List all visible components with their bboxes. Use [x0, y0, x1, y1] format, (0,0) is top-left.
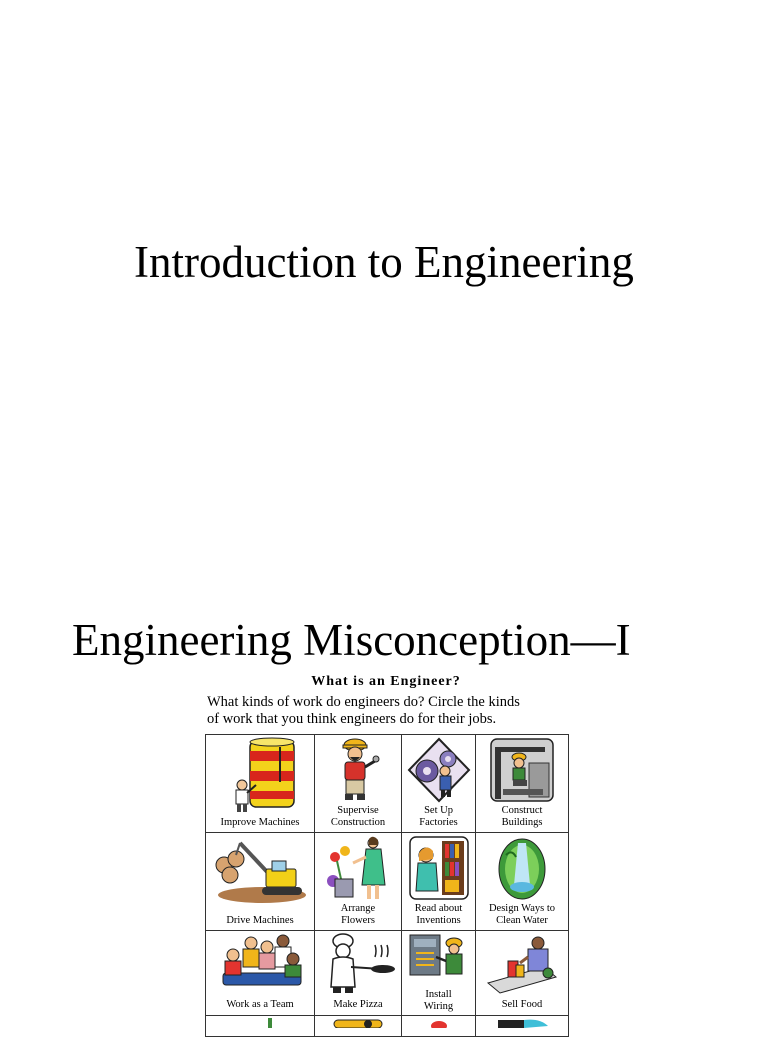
grid-cell[interactable]: [402, 1016, 476, 1037]
machine-icon: [220, 737, 300, 813]
partial-figure-icon: [424, 1018, 454, 1028]
worksheet-instructions: [207, 694, 567, 728]
grid-cell[interactable]: [315, 931, 402, 1016]
grid-cell[interactable]: [315, 735, 402, 833]
instruction-line: What kinds of work do engineers do? Circle the kinds: [207, 694, 520, 710]
grid-cell[interactable]: [476, 1016, 569, 1037]
worksheet-heading: What is an Engineer?: [311, 674, 461, 689]
factory-gears-icon: [407, 737, 471, 803]
grid-cell[interactable]: [402, 833, 476, 931]
slide2-title: Engineering Misconception—I: [72, 615, 631, 665]
cell-caption: Supervise Construction: [330, 805, 386, 828]
cell-caption: Sell Food: [501, 999, 543, 1010]
grid-cell[interactable]: [476, 833, 569, 931]
grid-cell[interactable]: [206, 1016, 315, 1037]
reader-bookshelf-icon: [408, 835, 470, 901]
cell-caption: Work as a Team: [226, 999, 294, 1010]
cell-caption: Arrange Flowers: [340, 903, 376, 926]
instruction-line: of work that you think engineers do for their jobs.: [207, 711, 497, 727]
cell-caption: Improve Machines: [220, 817, 300, 828]
building-worker-icon: [489, 737, 555, 803]
chef-pizza-icon: [319, 933, 397, 995]
grid-cell[interactable]: [315, 833, 402, 931]
electrician-icon: [408, 933, 470, 987]
grid-cell[interactable]: [402, 735, 476, 833]
grid-cell[interactable]: [315, 1016, 402, 1037]
waterfall-globe-icon: [496, 835, 548, 901]
team-meeting-icon: [213, 933, 307, 995]
partial-figure-icon: [492, 1018, 552, 1028]
grid-cell[interactable]: [476, 931, 569, 1016]
grid-cell[interactable]: [402, 931, 476, 1016]
cell-caption: Make Pizza: [333, 999, 383, 1010]
grid-cell[interactable]: [206, 735, 315, 833]
slide-title: Introduction to Engineering: [134, 237, 634, 287]
cell-caption: Drive Machines: [226, 915, 294, 926]
grocer-icon: [484, 933, 560, 995]
florist-icon: [325, 835, 391, 903]
cell-caption: Read about Inventions: [414, 903, 463, 926]
cell-caption: Construct Buildings: [501, 805, 543, 828]
cell-caption: Design Ways to Clean Water: [488, 903, 556, 926]
cell-caption: Install Wiring: [423, 989, 454, 1012]
cell-caption: Set Up Factories: [419, 805, 458, 828]
partial-figure-icon: [240, 1018, 280, 1028]
grid-cell[interactable]: [476, 735, 569, 833]
log-loader-icon: [212, 835, 308, 905]
grid-cell[interactable]: [206, 931, 315, 1016]
construction-worker-icon: [333, 737, 383, 805]
worksheet-grid: [205, 734, 569, 1037]
grid-cell[interactable]: [206, 833, 315, 931]
partial-figure-icon: [328, 1018, 388, 1028]
